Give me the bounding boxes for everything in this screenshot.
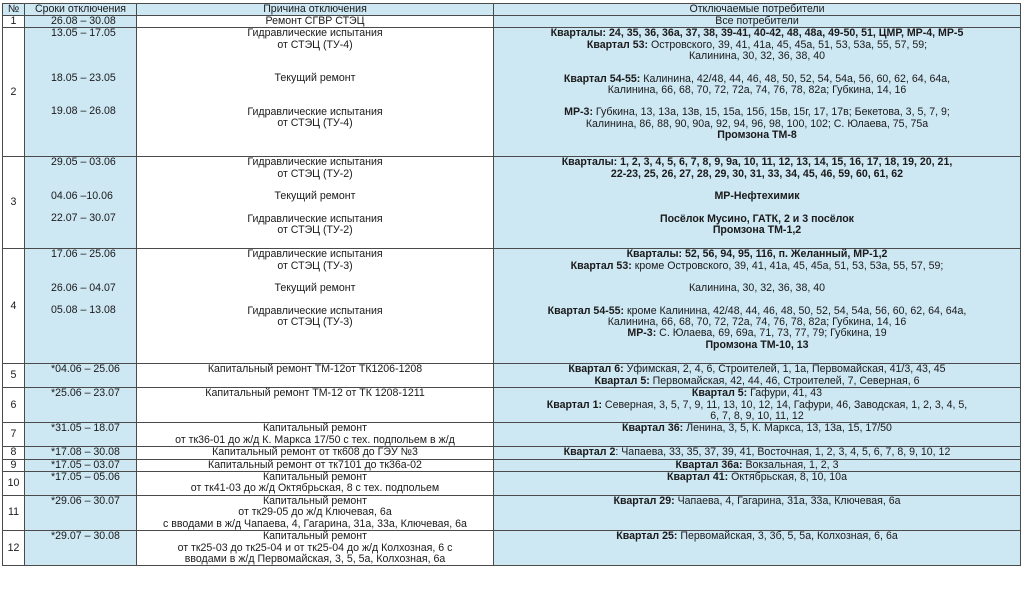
row-number: 11 <box>3 495 25 530</box>
row-reason: Ремонт СГВР СТЭЦ <box>137 16 494 28</box>
period-1-reason-source: от СТЭЦ (ТУ-4) <box>277 38 353 51</box>
row-number: 5 <box>3 364 25 388</box>
consumer-group: Квартал 29: <box>613 494 675 507</box>
consumer-line <box>496 376 1018 387</box>
consumer-line <box>496 460 1018 471</box>
period-1-reason: Гидравлические испытания <box>247 248 383 261</box>
consumer-group: Кварталы: 24, 35, 36, 36а, 37, 38, 39-41, 40-42, 48, 48а, 49-50, 51, ЦМР, МР-4, МР-5 <box>550 27 964 40</box>
consumer-text: 6, 7, 8, 9, 10, 11, 12 <box>710 410 804 423</box>
header-row <box>3 4 1021 16</box>
row-number: 6 <box>3 388 25 423</box>
table-row <box>3 16 1021 28</box>
consumer-group: 22-23, 25, 26, 27, 28, 29, 30, 31, 33, 34, 45, 46, 59, 60, 61, 62 <box>610 167 904 180</box>
period-3-dates: 22.07 – 30.07 <box>51 212 116 225</box>
row-consumers <box>494 388 1021 423</box>
row-consumers <box>494 459 1021 471</box>
period-1-reason-source: от СТЭЦ (ТУ-2) <box>277 167 353 180</box>
row-dates <box>25 157 137 249</box>
consumer-line <box>496 85 1018 96</box>
row-reason <box>137 472 494 496</box>
period-2-dates: 04.06 –10.06 <box>51 189 113 202</box>
reason-line: Капитальный ремонт <box>262 530 368 543</box>
row-reason <box>137 157 494 249</box>
outage-schedule-table <box>2 3 1021 566</box>
consumer-group: МР-Нефтехимик <box>714 190 800 203</box>
consumer-group: Квартал 5: <box>594 374 650 387</box>
consumer-text: : Чапаева, 33, 35, 37, 39, 41, Восточная, 1, 2, 3, 4, 5, 6, 7, 8, 9, 10, 12 <box>615 446 951 459</box>
consumer-text: кроме Островского, 39, 41, 41а, 45, 45а, 51, 53, 53а, 55, 57, 59; <box>631 259 944 272</box>
row-number: 2 <box>3 28 25 157</box>
consumer-line <box>496 283 1018 294</box>
header-number: № <box>3 4 25 16</box>
reason-line: от тк41-03 до ж/д Октябрьская, 8 с тех. подпольем <box>190 482 440 495</box>
consumer-group: Квартал 54-55: <box>563 72 641 85</box>
consumer-group: Квартал 53: <box>570 259 632 272</box>
row-reason: Капитальный ремонт ТМ-12от ТК1206-1208 <box>137 364 494 388</box>
reason-line: от тк29-05 до ж/д Ключевая, 6а <box>238 506 392 519</box>
table-row <box>3 157 1021 249</box>
row-reason <box>137 249 494 364</box>
period-3-reason: Гидравлические испытания <box>247 212 383 225</box>
row-dates: *29.07 – 30.08 <box>25 531 137 566</box>
row-consumers <box>494 472 1021 496</box>
row-reason: Капитальный ремонт ТМ-12 от ТК 1208-1211 <box>137 388 494 423</box>
consumer-group: Квартал 54-55: <box>547 304 625 317</box>
row-consumers <box>494 495 1021 530</box>
row-reason <box>137 495 494 530</box>
period-3-reason-source: от СТЭЦ (ТУ-2) <box>277 224 353 237</box>
consumer-line <box>496 191 1018 202</box>
row-consumers <box>494 28 1021 157</box>
row-consumers <box>494 423 1021 447</box>
row-consumers <box>494 249 1021 364</box>
row-dates: 26.08 – 30.08 <box>25 16 137 28</box>
row-number: 9 <box>3 459 25 471</box>
table-row <box>3 249 1021 364</box>
consumer-group: Посёлок Мусино, ГАТК, 2 и 3 посёлок <box>660 212 854 225</box>
row-dates <box>25 249 137 364</box>
row-reason <box>137 28 494 157</box>
consumer-line <box>496 340 1018 351</box>
consumer-text: Калинина, 42/48, 44, 46, 48, 50, 52, 54, 54а, 56, 60, 62, 64, 64а, <box>640 72 951 85</box>
consumer-text: Октябрьская, 8, 10, 10а <box>728 471 847 484</box>
row-number: 4 <box>3 249 25 364</box>
consumer-line <box>496 169 1018 180</box>
row-dates: *17.05 – 05.06 <box>25 472 137 496</box>
consumer-text: Ленина, 3, 5, К. Маркса, 13, 13а, 15, 17/50 <box>683 422 892 435</box>
consumer-group: МР-3: <box>627 327 657 340</box>
consumer-group: Квартал 1: <box>546 398 602 411</box>
row-number: 8 <box>3 447 25 459</box>
table-row <box>3 472 1021 496</box>
period-3-dates: 05.08 – 13.08 <box>51 304 116 317</box>
row-number: 7 <box>3 423 25 447</box>
period-3-dates: 19.08 – 26.08 <box>51 105 116 118</box>
consumer-text: Первомайская, 42, 44, 46, Строителей, 7, Северная, 6 <box>649 374 920 387</box>
table-row <box>3 495 1021 530</box>
period-1-reason: Гидравлические испытания <box>247 156 383 169</box>
row-dates: *31.05 – 18.07 <box>25 423 137 447</box>
row-reason <box>137 531 494 566</box>
consumer-text: Все потребители <box>715 15 799 27</box>
period-2-reason: Текущий ремонт <box>274 190 356 203</box>
consumer-line <box>496 225 1018 236</box>
consumer-text: Северная, 3, 5, 7, 9, 11, 13, 10, 12, 14, Гафури, 46, Заводская, 1, 2, 3, 4, 5, <box>601 398 968 411</box>
consumer-text: Вокзальная, 1, 2, 3 <box>742 458 839 471</box>
period-3-reason-source: от СТЭЦ (ТУ-4) <box>277 117 353 130</box>
consumer-text: Калинина, 86, 88, 90, 90а, 92, 94, 96, 98, 100, 102; С. Юлаева, 75, 75а <box>585 117 929 130</box>
consumer-text: Островского, 39, 41, 41а, 45, 45а, 51, 53, 53а, 55, 57, 59; <box>648 38 928 51</box>
reason-line: Капитальный ремонт <box>262 422 368 435</box>
row-number: 12 <box>3 531 25 566</box>
consumer-line <box>496 51 1018 62</box>
consumer-group: Квартал 36: <box>622 422 684 435</box>
row-dates: *25.06 – 23.07 <box>25 388 137 423</box>
reason-line: с вводами в ж/д Чапаева, 4, Гагарина, 31а, 33а, Ключевая, 6а <box>163 517 467 530</box>
consumer-group: Квартал 53: <box>586 38 649 51</box>
consumer-group: МР-3: <box>564 106 593 119</box>
consumer-group: Промзона ТМ-8 <box>717 129 797 142</box>
period-3-reason: Гидравлические испытания <box>247 304 383 317</box>
consumer-text: Уфимская, 2, 4, 6, Строителей, 1, 1а, Первомайская, 41/3, 43, 45 <box>623 363 946 376</box>
row-dates: *29.06 – 30.07 <box>25 495 137 530</box>
header-dates: Сроки отключения <box>25 4 137 16</box>
consumer-text: Калинина, 30, 32, 36, 38, 40 <box>688 50 826 63</box>
consumer-group: Квартал 25: <box>616 530 678 543</box>
period-1-dates: 13.05 – 17.05 <box>51 27 116 40</box>
reason-line: от тк36-01 до ж/д К. Маркса 17/50 с тех. подпольем в ж/д <box>175 433 455 446</box>
consumer-group: Кварталы: 1, 2, 3, 4, 5, 6, 7, 8, 9, 9а, 10, 11, 12, 13, 14, 15, 16, 17, 18, 19, 20, 21, <box>561 156 953 169</box>
row-dates: *04.06 – 25.06 <box>25 364 137 388</box>
consumer-text: Первомайская, 3, 3б, 5, 5а, Колхозная, 6, 6а <box>677 530 898 543</box>
row-dates: *17.05 – 03.07 <box>25 459 137 471</box>
period-3-reason-source: от СТЭЦ (ТУ-3) <box>277 316 353 329</box>
consumer-line <box>496 261 1018 272</box>
row-reason <box>137 423 494 447</box>
reason-line: вводами в ж/д Первомайская, 3, 5, 5а, Колхозная, 6а <box>184 552 446 565</box>
consumer-group: Квартал 5: <box>691 387 748 400</box>
consumer-line <box>496 472 1018 483</box>
reason-line: Капитальный ремонт <box>262 471 368 484</box>
row-reason: Капитальный ремонт от тк608 до ГЭУ №3 <box>137 447 494 459</box>
header-reason: Причина отключения <box>137 4 494 16</box>
row-dates: *17.08 – 30.08 <box>25 447 137 459</box>
consumer-text: кроме Калинина, 42/48, 44, 46, 48, 50, 52, 54, 54а, 56, 60, 62, 64, 64а, <box>624 304 967 317</box>
row-dates <box>25 28 137 157</box>
consumer-group: Квартал 36а: <box>675 458 743 471</box>
consumer-text: Калинина, 66, 68, 70, 72, 72а, 74, 76, 78, 82а; Губкина, 14, 16 <box>607 84 907 97</box>
table-row <box>3 388 1021 423</box>
table-row <box>3 447 1021 459</box>
row-consumers <box>494 16 1021 28</box>
row-number: 3 <box>3 157 25 249</box>
row-number: 1 <box>3 16 25 28</box>
consumer-line <box>496 447 1018 458</box>
consumer-text: Калинина, 66, 68, 70, 72, 72а, 74, 76, 78, 82а; Губкина, 14, 16 <box>607 316 907 329</box>
table-row <box>3 364 1021 388</box>
consumer-text: Чапаева, 4, Гагарина, 31а, 33а, Ключевая, 6а <box>674 494 901 507</box>
period-1-dates: 29.05 – 03.06 <box>51 156 116 169</box>
period-2-dates: 26.06 – 04.07 <box>51 281 116 294</box>
consumer-group: Квартал 41: <box>667 471 729 484</box>
reason-line: Капитальный ремонт <box>262 494 368 507</box>
row-consumers <box>494 531 1021 566</box>
consumer-text: Гафури, 41, 43 <box>747 387 823 400</box>
row-consumers <box>494 157 1021 249</box>
consumer-line <box>496 411 1018 422</box>
consumer-line <box>496 496 1018 507</box>
period-1-reason: Гидравлические испытания <box>247 27 383 40</box>
period-2-reason: Текущий ремонт <box>274 282 356 295</box>
period-1-dates: 17.06 – 25.06 <box>51 248 116 261</box>
header-consumers: Отключаемые потребители <box>494 4 1021 16</box>
period-2-reason: Текущий ремонт <box>274 72 356 85</box>
consumer-group: Промзона ТМ-10, 13 <box>705 338 809 351</box>
consumer-text: Калинина, 30, 32, 36, 38, 40 <box>688 282 826 295</box>
row-consumers <box>494 364 1021 388</box>
consumer-group: Кварталы: 52, 56, 94, 95, 116, п. Желанный, МР-1,2 <box>626 248 888 261</box>
consumer-line <box>496 423 1018 434</box>
table-row <box>3 28 1021 157</box>
consumer-group: Квартал 6: <box>568 363 624 376</box>
row-number: 10 <box>3 472 25 496</box>
consumer-text: С. Юлаева, 69, 69а, 71, 73, 77, 79; Губкина, 19 <box>656 327 887 340</box>
consumer-group: Промзона ТМ-1,2 <box>712 224 802 237</box>
period-2-dates: 18.05 – 23.05 <box>51 71 116 84</box>
consumer-line <box>496 531 1018 542</box>
consumer-text: Губкина, 13, 13а, 13в, 15, 15а, 15б, 15в, 15г, 17, 17в; Бекетова, 3, 5, 7, 9; <box>592 106 950 119</box>
row-consumers <box>494 447 1021 459</box>
period-1-reason-source: от СТЭЦ (ТУ-3) <box>277 259 353 272</box>
consumer-group: Квартал 2 <box>563 446 616 459</box>
table-row <box>3 459 1021 471</box>
consumer-line <box>496 130 1018 141</box>
table-row <box>3 531 1021 566</box>
reason-line: от тк25-03 до тк25-04 и от тк25-04 до ж/д Колхозная, 6 с <box>177 541 453 554</box>
row-reason: Капитальный ремонт от тк7101 до тк36а-02 <box>137 459 494 471</box>
table-row <box>3 423 1021 447</box>
period-3-reason: Гидравлические испытания <box>247 105 383 118</box>
